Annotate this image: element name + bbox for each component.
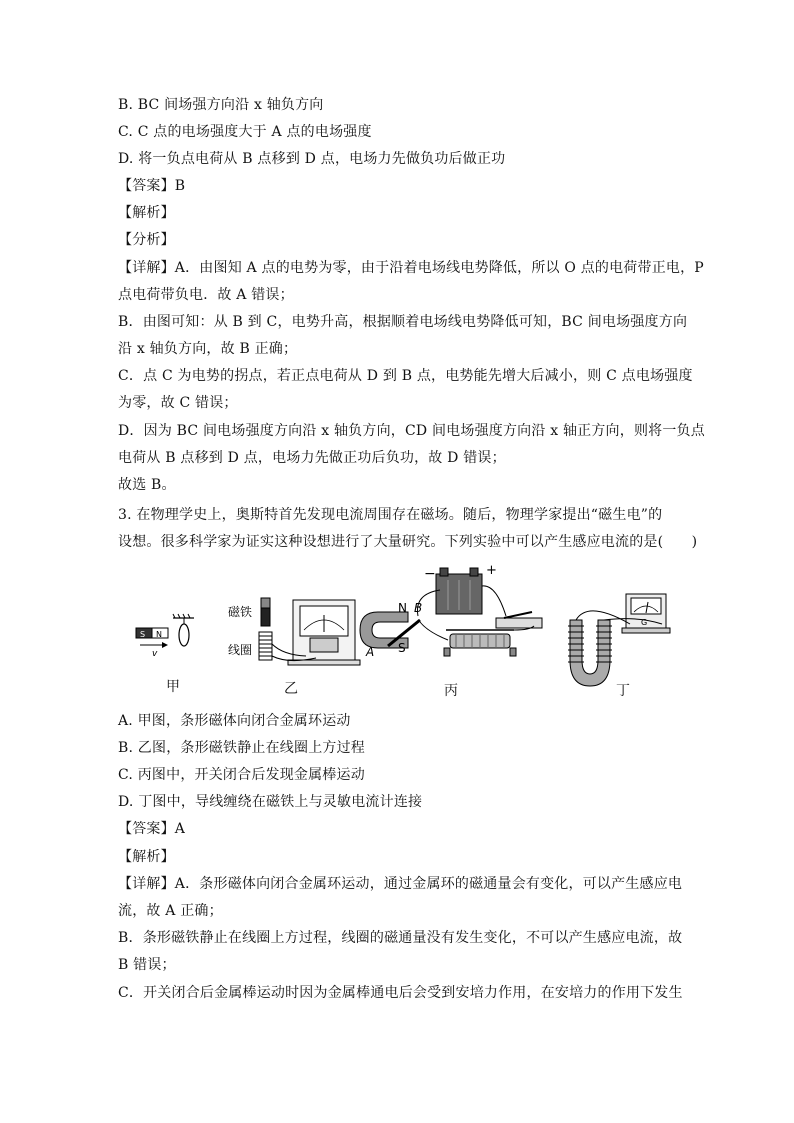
diagram-yi [228, 598, 360, 665]
ding-label: G [641, 618, 648, 627]
jia-label: S [140, 630, 146, 639]
explanation-line: 【详解】A．由图知 A 点的电势为零，由于沿着电场线电势降低，所以 O 点的电荷带正电，P [118, 260, 704, 276]
option-d: D. 丁图中，导线缠绕在磁铁上与灵敏电流计连接 [118, 794, 423, 810]
option-d: D. 将一负点电荷从 B 点移到 D 点，电场力先做负功后做正功 [118, 151, 506, 167]
explanation-line: C．开关闭合后金属棒运动时因为金属棒通电后会受到安培力作用，在安培力的作用下发生 [118, 985, 683, 1001]
caption-yi: 乙 [284, 681, 298, 697]
diagram-ding [568, 594, 670, 686]
explanation-line: 电荷从 B 点移到 D 点，电场力先做正功后负功，故 D 错误； [118, 450, 506, 466]
analysis-heading: 【解析】 [118, 205, 175, 221]
option-c: C. C 点的电场强度大于 A 点的电场强度 [118, 124, 372, 140]
diagram-bing [360, 563, 542, 659]
explanation-line: B．条形磁铁静止在线圈上方过程，线圈的磁通量没有发生变化，不可以产生感应电流，故 [118, 930, 683, 946]
experiment-figure [118, 560, 688, 705]
conclusion-line: 故选 B。 [118, 477, 176, 493]
explanation-line: 沿 x 轴负方向，故 B 正确； [118, 341, 298, 357]
bing-label: S [398, 641, 406, 655]
yi-label: 磁铁 [228, 605, 253, 619]
explanation-line: D．因为 BC 间电场强度方向沿 x 轴负方向，CD 间电场强度方向沿 x 轴正方向，则将一负点 [118, 423, 705, 439]
jia-label: N [156, 630, 162, 639]
caption-jia: 甲 [166, 679, 180, 695]
bing-label: B [414, 601, 423, 615]
u-magnet [570, 620, 610, 686]
question-3-stem: 3. 在物理学史上，奥斯特首先发现电流周围存在磁场。随后，物理学家提出“磁生电”的 [118, 507, 663, 523]
bing-label: A [366, 645, 375, 659]
explanation-line: 点电荷带负电．故 A 错误； [118, 287, 294, 303]
explanation-line: B．由图可知：从 B 到 C，电势升高，根据顺着电场线电势降低可知，BC 间电场强度方向 [118, 314, 688, 330]
explanation-line: C．点 C 为电势的拐点，若正点电荷从 D 到 B 点，电势能先增大后减小，则 C 点电场强度 [118, 368, 693, 384]
jia-label: v [152, 649, 158, 659]
velocity-arrow-head [162, 642, 168, 648]
yi-label: 线圈 [228, 643, 253, 657]
option-c: C. 丙图中，开关闭合后发现金属棒运动 [118, 767, 365, 783]
option-b: B. 乙图，条形磁铁静止在线圈上方过程 [118, 740, 365, 756]
explanation-line: 【详解】A．条形磁体向闭合金属环运动，通过金属环的磁通量会有变化，可以产生感应电 [118, 876, 683, 892]
bing-label: + [486, 563, 497, 578]
caption-bing: 丙 [444, 683, 458, 699]
explanation-line: B 错误； [118, 957, 176, 973]
wire [482, 586, 506, 616]
metal-ring [179, 624, 189, 646]
wire [420, 622, 448, 640]
answer-label: 【答案】B [118, 178, 186, 194]
diagram-jia [136, 614, 194, 659]
option-a: A. 甲图，条形磁体向闭合金属环运动 [118, 713, 351, 729]
answer-label: 【答案】A [118, 821, 186, 837]
explanation-line: 为零，故 C 错误； [118, 395, 238, 411]
caption-ding: 丁 [616, 683, 630, 699]
option-b: B. BC 间场强方向沿 x 轴负方向 [118, 97, 324, 113]
analysis-heading: 【解析】 [118, 849, 175, 865]
experiment-diagrams [118, 560, 688, 705]
analysis-subheading: 【分析】 [118, 232, 175, 248]
bing-label: − [424, 566, 436, 582]
explanation-line: 流，故 A 正确； [118, 903, 223, 919]
switch [496, 618, 542, 628]
bing-label: N [398, 601, 407, 615]
question-3-stem: 设想。很多科学家为证实这种设想进行了大量研究。下列实验中可以产生感应电流的是( ) [118, 534, 698, 550]
